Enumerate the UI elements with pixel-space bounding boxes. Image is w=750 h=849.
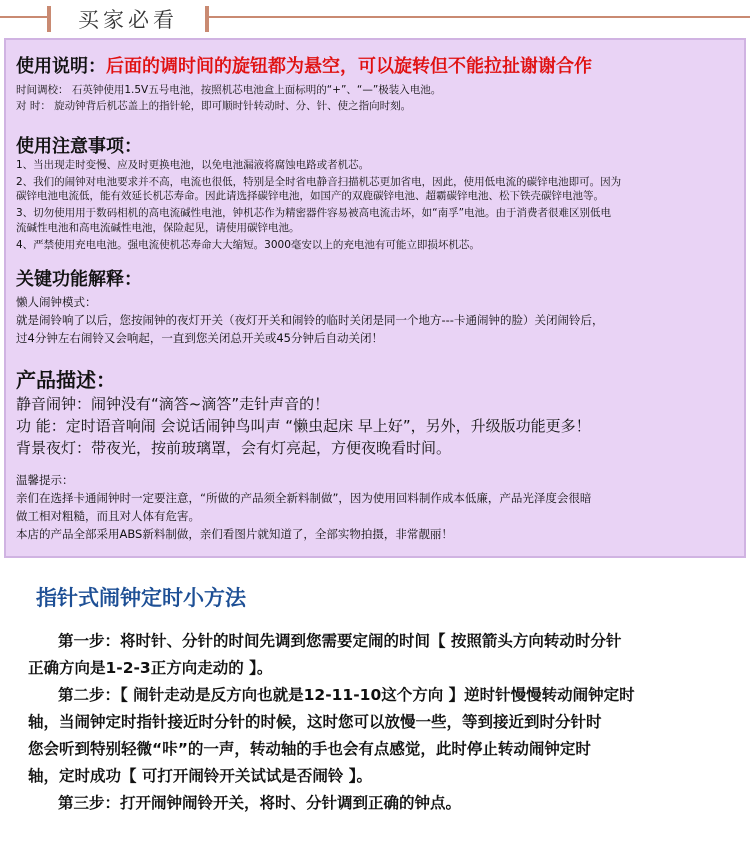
notes-line: 2、我们的闹钟对电池要求并不高，电流也很低，特别是全时省电静音扫描机芯更加省电，因此，使用低电流的碳锌电池即可。因为 [16,176,622,188]
usage-line: 时间调校： 石英钟使用1.5V五号电池，按照机芯电池盒上面标明的“+”、“—”极装入电池。 [16,84,442,96]
notes-line: 4、严禁使用充电电池。强电流使机芯寿命大大缩短。3000毫安以上的充电池有可能立即损坏机芯。 [16,239,480,251]
method-line: 轴，定时成功【 可打开闹铃开关试试是否闹铃 】。 [28,767,373,785]
tips-line: 本店的产品全部采用ABS新料制做，亲们看图片就知道了，全部实物拍摄，非常靓丽！ [16,527,453,541]
notes-line: 1、当出现走时变慢、应及时更换电池，以免电池漏液将腐蚀电路或者机芯。 [16,159,370,171]
notes-line: 碳锌电池电流低，能有效延长机芯寿命。因此请选择碳锌电池，如国产的双鹿碳锌电池、超霸碳锌电池、松下铁壳碳锌电池等。 [16,190,604,202]
method-line: 正确方向是1-2-3正方向走动的 】。 [28,659,273,677]
notes-line: 3、切勿使用用于数码相机的高电流碱性电池，钟机芯作为精密器件容易被高电流击坏，如“南孚”电池。由于消费者很难区别低电 [16,207,612,219]
method-title: 指针式闹钟定时小方法 [36,586,246,610]
notes-heading: 使用注意事项： [16,136,142,157]
notes-line: 流碱性电池和高电流碱性电池，保险起见，请使用碳锌电池。 [16,222,300,234]
product-line: 功 能：定时语音响闹 会说话闹钟鸟叫声 “懒虫起床 早上好”，另外，升级版功能更多！ [16,417,591,435]
tips-line: 温馨提示： [16,473,74,487]
method-line: 第一步：将时针、分针的时间先调到您需要定闹的时间【 按照箭头方向转动时分针 [58,632,622,650]
usage-heading: 使用说明： [16,56,106,77]
method-steps [28,628,728,817]
method-line: 您会听到特别轻微“咔”的一声，转动轴的手也会有点感觉，此时停止转动闹钟定时 [28,740,591,758]
tips-line: 亲们在选择卡通闹钟时一定要注意，“所做的产品须全新料制做”，因为使用回料制作成本低廉，产品光泽度会很暗 [16,491,592,505]
instructions-panel [4,38,746,558]
method-line: 轴，当闹钟定时指针接近时分针的时候，这时您可以放慢一些，等到接近到时分针时 [28,713,602,731]
method-line: 第三步：打开闹钟闹铃开关，将时、分针调到正确的钟点。 [58,794,462,812]
features-line: 就是闹铃响了以后，您按闹钟的夜灯开关（夜灯开关和闹铃的临时关闭是同一个地方---卡通闹钟的脸）关闭闹铃后， [16,313,604,327]
header-title: 买家必看 [78,8,178,32]
usage-line: 对 时： 旋动钟背后机芯盖上的指针轮，即可顺时针转动时、分、针、使之指向时刻。 [16,100,412,112]
product-line: 静音闹钟：闹钟没有“滴答~滴答”走针声音的！ [16,395,330,413]
header-cap-left [47,6,51,32]
usage-heading-row [16,52,592,78]
method-line: 第二步：【 闹针走动是反方向也就是12-11-10这个方向 】逆时针慢慢转动闹钟定时 [58,686,635,704]
product-line: 背景夜灯：带夜光，按前玻璃罩，会有灯亮起，方便夜晚看时间。 [16,439,452,457]
features-heading: 关键功能解释： [16,269,142,290]
tips-line: 做工相对粗糙，而且对人体有危害。 [16,509,200,523]
features-line: 懒人闹钟模式： [16,295,97,309]
features-line: 过4分钟左右闹铃又会响起，一直到您关闭总开关或45分钟后自动关闭！ [16,331,383,345]
product-heading: 产品描述： [16,368,116,392]
usage-highlight: 后面的调时间的旋钮都为悬空，可以旋转但不能拉扯谢谢合作 [106,56,592,77]
header-tab [47,6,209,32]
header-cap-right [205,6,209,32]
